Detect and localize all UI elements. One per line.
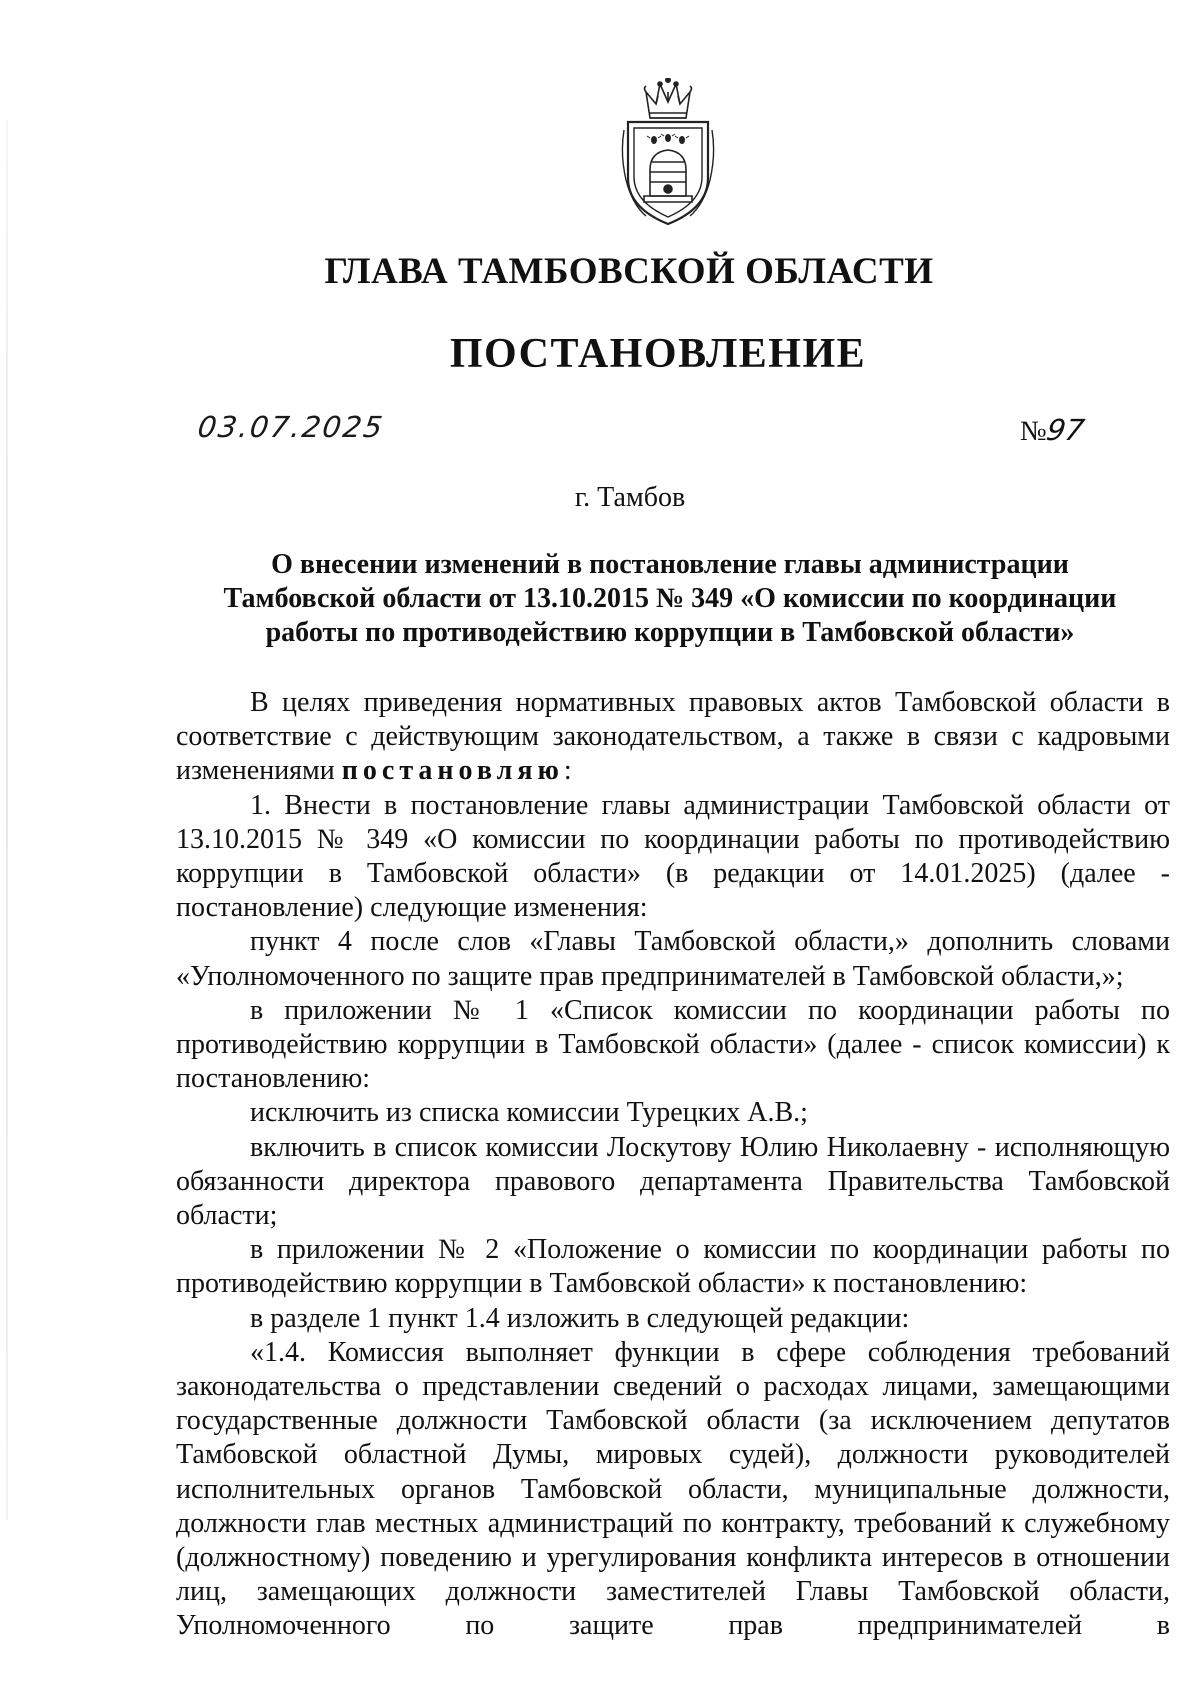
document-number [1020,413,1087,448]
preamble-text: В целях приведения нормативных правовых актов Тамбовской области в соответствие с действующим законодательством, а также в связи с кадровыми изменениями [176,687,1170,787]
issuing-authority: ГЛАВА ТАМБОВСКОЙ ОБЛАСТИ [324,251,934,292]
document-body [176,686,1170,1644]
document-city: г. Тамбов [574,482,686,513]
number-value: 97 [1043,413,1087,447]
paragraph-exclude-member: исключить из списка комиссии Турецких А.В.; [250,1097,808,1129]
document-date: 03.07.2025 [195,410,387,444]
paragraph-section-1: в разделе 1 пункт 1.4 изложить в следующей редакции: [250,1302,910,1334]
document-title [170,548,1170,650]
paragraph-clause-1-4: «1.4. Комиссия выполняет функции в сфере соблюдения требований законодательства о представлении сведений о расходах лицами, замещающими государственные должности Тамбовской области (за исключением депутатов Тамбовской областной Думы, мировых судей), должности руководителей исполнительных органов Тамбовской области, муниципальные должности, должности глав местных администраций по контракту, требований к служебному (должностному) поведению и урегулирования конфликта интересов в отношении лиц, замещающих должности заместителей Главы Тамбовской области, Уполномоченного по защите прав предпринимателей в [176,1336,1170,1642]
preamble-colon: : [563,755,572,787]
title-line-2: Тамбовской области от 13.10.2015 № 349 «О комиссии по координации [223,583,1117,614]
title-line-1: О внесении изменений в постановление главы администрации [271,549,1069,580]
paragraph-include-member: включить в список комиссии Лоскутову Юлию Николаевну - исполняющую обязанности директора правового департамента Правительства Тамбовской области; [176,1131,1170,1232]
preamble-paragraph [176,686,1170,789]
decree-word: постановляю [341,755,564,787]
document-type: ПОСТАНОВЛЕНИЕ [449,331,867,377]
paragraph-appendix-2: в приложении № 2 «Положение о комиссии по координации работы по противодействию коррупции в Тамбовской области» к постановлению: [176,1234,1170,1300]
paragraph-appendix-1: в приложении № 1 «Список комиссии по координации работы по противодействию коррупции в Тамбовской области» (далее - список комиссии) к постановлению: [176,994,1170,1095]
paragraph-item-1: 1. Внести в постановление главы администрации Тамбовской области от 13.10.2015 № 349 «О комиссии по координации работы по противодействию коррупции в Тамбовской области» (в редакции от 14.01.2025) (далее - постановление) следующие изменения: [176,789,1170,924]
paragraph-point-4: пункт 4 после слов «Главы Тамбовской области,» дополнить словами «Уполномоченного по защите прав предпринимателей в Тамбовской области,»; [176,926,1170,992]
number-sign: № [1020,416,1047,447]
tambov-coat-of-arms-icon [620,78,716,226]
title-line-3: работы по противодействию коррупции в Тамбовской области» [265,617,1075,648]
